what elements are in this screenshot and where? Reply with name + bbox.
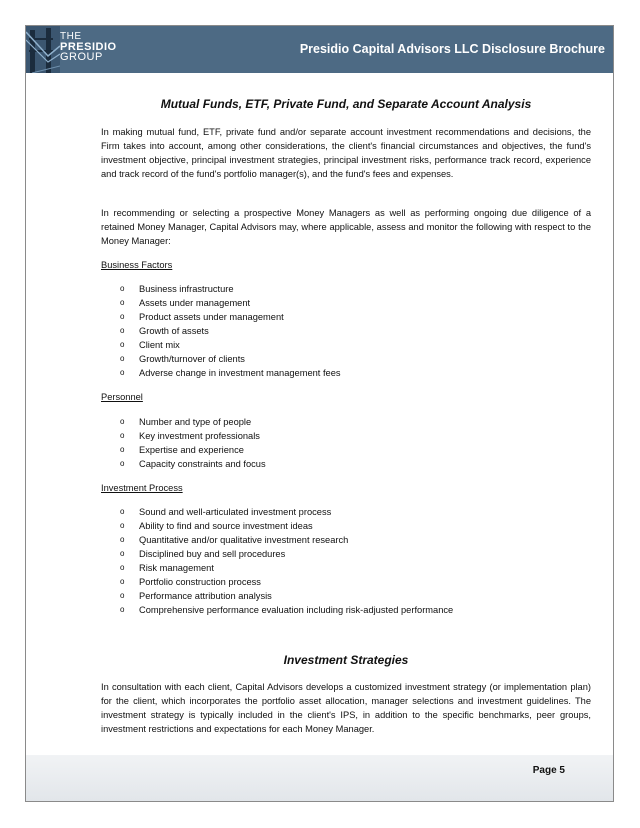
list-item: o Performance attribution analysis: [120, 591, 272, 601]
brochure-title: Presidio Capital Advisors LLC Disclosure Brochure: [299, 42, 605, 56]
presidio-logo: [26, 26, 126, 73]
list-investment-process: [101, 505, 591, 617]
list-item: o Quantitative and/or qualitative investment research: [120, 535, 349, 545]
paragraph-fund-analysis: In making mutual fund, ETF, private fund and/or separate account investment recommendations and decisions, the Firm takes into account, among other considerations, the client's financial circumstances and objectives, the fund's investment objective, principal investment strategies, principal investment risks, performance track record, experience and track record of the fund's portfolio manager(s), and the fund's fees and expenses.: [101, 127, 591, 179]
list-business-factors: [101, 282, 591, 380]
bullet-marker: o: [120, 563, 125, 572]
bullet-marker: o: [120, 340, 125, 349]
list-personnel: [101, 415, 591, 471]
list-item: o Client mix: [120, 340, 180, 350]
footer-bar: [26, 755, 613, 801]
list-item: o Business infrastructure: [120, 284, 234, 294]
list-item: o Adverse change in investment management fees: [120, 368, 341, 378]
bullet-marker: o: [120, 521, 125, 530]
list-item: o Ability to find and source investment ideas: [120, 521, 313, 531]
list-item: o Number and type of people: [120, 417, 252, 427]
bullet-marker: o: [120, 354, 125, 363]
paragraph-money-manager: In recommending or selecting a prospective Money Managers as well as performing ongoing due diligence of a retained Money Manager, Capital Advisors may, where applicable, assess and monitor the following with respect to the Money Manager:: [101, 208, 591, 246]
list-item: o Comprehensive performance evaluation including risk-adjusted performance: [120, 605, 454, 615]
bullet-marker: o: [120, 577, 125, 586]
list-item: o Key investment professionals: [120, 431, 260, 441]
paragraph-investment-strategies: In consultation with each client, Capital Advisors develops a customized investment strategy (or implementation plan) for the client, which incorporates the portfolio asset allocation, manager selections and investment guidelines. The investment strategy is typically included in the client's IPS, in addition to the specific benchmarks, peer groups, investment restrictions and expectations for each Money Manager.: [101, 682, 591, 734]
logo-line-2: PRESIDIO: [60, 41, 117, 53]
bullet-marker: o: [120, 417, 125, 426]
bullet-marker: o: [120, 591, 125, 600]
list-item: o Expertise and experience: [120, 445, 244, 455]
list-item: o Risk management: [120, 563, 214, 573]
bullet-marker: o: [120, 535, 125, 544]
bullet-marker: o: [120, 312, 125, 321]
subheading-personnel: Personnel: [101, 392, 143, 402]
logo-line-3: GROUP: [60, 51, 103, 63]
subheading-investment-process: Investment Process: [101, 483, 183, 493]
header-bar: [26, 26, 613, 73]
logo-wordmark: [60, 32, 117, 62]
bullet-marker: o: [120, 284, 125, 293]
list-item: o Portfolio construction process: [120, 577, 261, 587]
bullet-marker: o: [120, 298, 125, 307]
page-number: Page 5: [532, 765, 565, 776]
list-item: o Growth/turnover of clients: [120, 354, 245, 364]
bridge-icon: [26, 26, 60, 73]
logo-line-1: THE: [60, 31, 82, 42]
list-item: o Sound and well-articulated investment process: [120, 507, 332, 517]
section-heading-investment-strategies: Investment Strategies: [283, 653, 409, 667]
list-item: o Capacity constraints and focus: [120, 459, 266, 469]
bullet-marker: o: [120, 431, 125, 440]
bullet-marker: o: [120, 459, 125, 468]
list-item: o Assets under management: [120, 298, 251, 308]
bullet-marker: o: [120, 549, 125, 558]
bullet-marker: o: [120, 605, 125, 614]
page-body: [26, 73, 613, 755]
bullet-marker: o: [120, 445, 125, 454]
list-item: o Disciplined buy and sell procedures: [120, 549, 286, 559]
bullet-marker: o: [120, 507, 125, 516]
section-heading-mutual-funds: Mutual Funds, ETF, Private Fund, and Separate Account Analysis: [160, 97, 532, 111]
subheading-business-factors: Business Factors: [101, 260, 173, 270]
list-item: o Growth of assets: [120, 326, 209, 336]
bullet-marker: o: [120, 326, 125, 335]
bullet-marker: o: [120, 368, 125, 377]
list-item: o Product assets under management: [120, 312, 284, 322]
